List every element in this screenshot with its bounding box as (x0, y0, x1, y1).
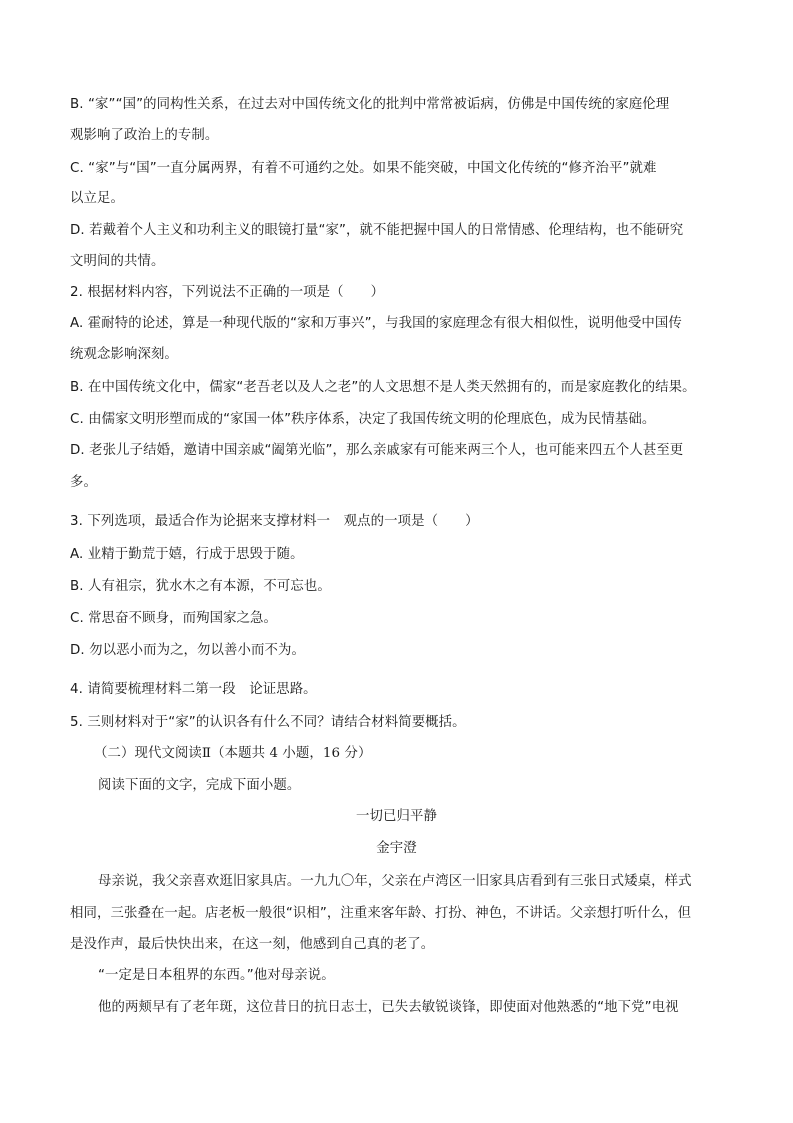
q1-option-b-line2: 观影响了政治上的专制。 (70, 128, 219, 143)
q1-option-d-line1: D. 若戴着个人主义和功利主义的眼镜打量“家”，就不能把握中国人的日常情感、伦理结构，也不能研究 (70, 223, 684, 238)
q3-option-a: A. 业精于勤荒于嬉，行成于思毁于随。 (70, 547, 304, 562)
q1-option-d-line2: 文明间的共情。 (70, 254, 165, 269)
q1-option-b-line1: B. “家”“国”的同构性关系，在过去对中国传统文化的批判中常常被诟病，仿佛是中国传统的家庭伦理 (70, 97, 670, 112)
q2-option-d-line2: 多。 (70, 475, 97, 490)
q2-option-d-line1: D. 老张儿子结婚，邀请中国亲戚“阖第光临”，那么亲戚家有可能来两三个人，也可能来四五个人甚至更 (70, 443, 684, 458)
q3-option-c: C. 常思奋不顾身，而殉国家之急。 (70, 611, 278, 626)
q1-option-c-line1: C. “家”与“国”一直分属两界，有着不可通约之处。如果不能突破，中国文化传统的“修齐治平”就难 (70, 161, 657, 176)
q3-stem: 3. 下列选项，最适合作为论据来支撑材料一 观点的一项是（ ） (70, 514, 479, 529)
q2-stem: 2. 根据材料内容，下列说法不正确的一项是（ ） (70, 285, 385, 300)
q4-stem: 4. 请简要梳理材料二第一段 论证思路。 (70, 682, 317, 697)
article-paragraph2: “一定是日本租界的东西。”他对母亲说。 (98, 968, 335, 983)
q3-option-d: D. 勿以恶小而为之，勿以善小而不为。 (70, 643, 305, 658)
q3-option-b: B. 人有祖宗，犹水木之有本源，不可忘也。 (70, 579, 331, 594)
article-paragraph1-line2: 相同，三张叠在一起。店老板一般很“识相”，注重来客年龄、打扮、神色，不讲话。父亲想打听什么，但 (70, 906, 692, 921)
q2-option-c: C. 由儒家文明形塑而成的“家国一体”秩序体系，决定了我国传统文明的伦理底色，成为民情基础。 (70, 412, 656, 427)
q2-option-a-line1: A. 霍耐特的论述，算是一种现代版的“家和万事兴”，与我国的家庭理念有很大相似性，说明他受中国传 (70, 316, 682, 331)
article-paragraph1-line1: 母亲说，我父亲喜欢逛旧家具店。一九九〇年，父亲在卢湾区一旧家具店看到有三张日式矮桌，样式 (98, 874, 692, 889)
q2-option-a-line2: 统观念影响深刻。 (70, 347, 178, 362)
q1-option-c-line2: 以立足。 (70, 191, 124, 206)
article-paragraph1-line3: 是没作声，最后快快出来，在这一刻，他感到自己真的老了。 (70, 937, 435, 952)
q5-stem: 5. 三则材料对于“家”的认识各有什么不同？请结合材料简要概括。 (70, 715, 466, 730)
section-instruction: 阅读下面的文字，完成下面小题。 (98, 778, 301, 793)
q2-option-b: B. 在中国传统文化中，儒家“老吾老以及人之老”的人文思想不是人类天然拥有的，而是家庭教化的结果。 (70, 380, 696, 395)
article-author: 金宇澄 (376, 841, 417, 856)
article-paragraph3-line1: 他的两颊早有了老年斑，这位昔日的抗日志士，已失去敏锐谈锋，即使面对他熟悉的“地下党”电视 (98, 1000, 679, 1015)
section-heading: （二）现代文阅读Ⅱ（本题共 4 小题，16 分） (94, 746, 372, 761)
article-title: 一切已归平静 (356, 809, 437, 824)
